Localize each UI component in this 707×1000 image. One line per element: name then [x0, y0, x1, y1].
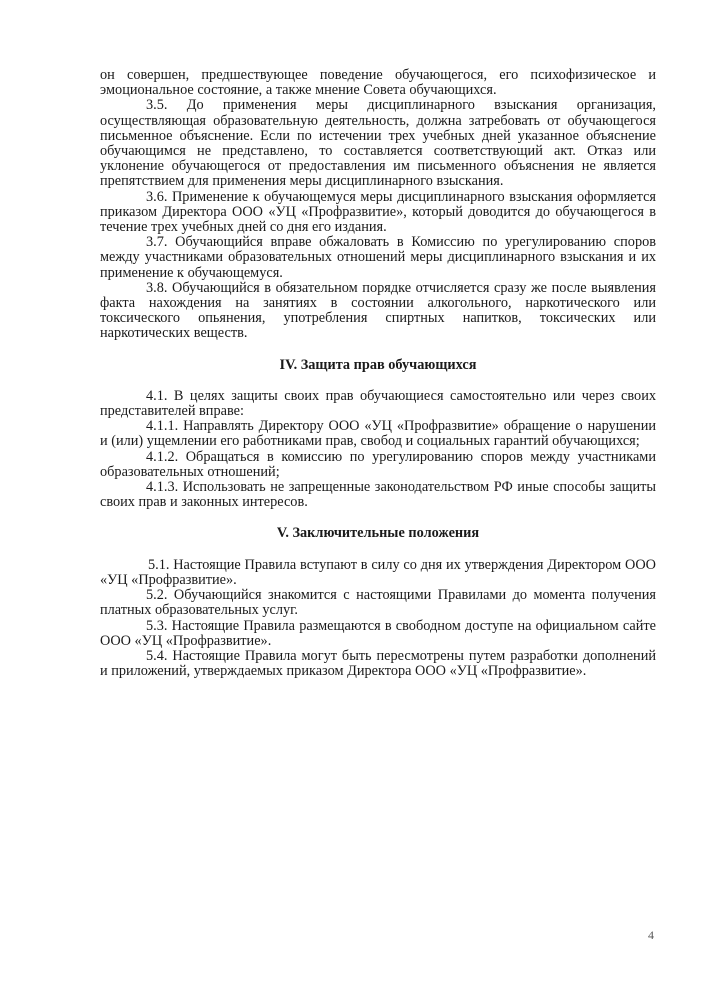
paragraph-4-1: 4.1. В целях защиты своих прав обучающиеся самостоятельно или через своих представителей вправе: — [100, 387, 656, 420]
paragraph-5-1: 5.1. Настоящие Правила вступают в силу со дня их утверждения Директором ООО «УЦ «Профразвитие». — [100, 556, 656, 588]
paragraph-5-2: 5.2. Обучающийся знакомится с настоящими Правилами до момента получения платных образовательных услуг. — [100, 587, 656, 619]
document-page — [100, 68, 656, 679]
paragraph-4-1-1: 4.1.1. Направлять Директору ООО «УЦ «Профразвитие» обращение о нарушении и (или) ущемлении его работниками прав, свобод и социальных гарантий обучающихся; — [100, 418, 656, 450]
paragraph-3-8: 3.8. Обучающийся в обязательном порядке отчисляется сразу же после выявления факта нахождения на занятиях в состоянии алкогольного, наркотического или токсического опьянения, употребления спиртных напитков, токсических или наркотических веществ. — [100, 279, 656, 342]
intro-paragraph: он совершен, предшествующее поведение обучающегося, его психофизическое и эмоциональное состояние, а также мнение Совета обучающихся. — [100, 67, 656, 99]
paragraph-3-5: 3.5. До применения меры дисциплинарного взыскания организация, осуществляющая образовательную деятельность, должна затребовать от обучающегося письменное объяснение. Если по истечении трех учебных дней указанное объяснение обучающимся не представлено, то составляется соответствующий акт. Отказ или уклонение обучающегося от предоставления им письменного объяснения не является препятствием для применения меры дисциплинарного взыскания. — [100, 97, 656, 190]
page-number: 4 — [648, 928, 654, 942]
spacer — [100, 510, 656, 526]
spacer — [100, 373, 656, 389]
spacer — [100, 542, 656, 558]
paragraph-4-1-3: 4.1.3. Использовать не запрещенные законодательством РФ иные способы защиты своих прав и законных интересов. — [100, 479, 656, 511]
paragraph-5-3: 5.3. Настоящие Правила размещаются в свободном доступе на официальном сайте ООО «УЦ «Профразвитие». — [100, 617, 656, 649]
paragraph-3-7: 3.7. Обучающийся вправе обжаловать в Комиссию по урегулированию споров между участниками образовательных отношений меры дисциплинарного взыскания и их применение к обучающемуся. — [100, 234, 656, 281]
section-4-heading: IV. Защита прав обучающихся — [279, 356, 477, 373]
paragraph-3-6: 3.6. Применение к обучающемуся меры дисциплинарного взыскания оформляется приказом Директора ООО «УЦ «Профразвитие», который доводится до обучающегося в течение трех учебных дней со дня его издания. — [100, 188, 656, 236]
section-5-heading: V. Заключительные положения — [276, 525, 480, 542]
spacer — [100, 342, 656, 358]
paragraph-4-1-2: 4.1.2. Обращаться в комиссию по урегулированию споров между участниками образовательных отношений; — [100, 448, 656, 480]
paragraph-5-4: 5.4. Настоящие Правила могут быть пересмотрены путем разработки дополнений и приложений, утверждаемых приказом Директора ООО «УЦ «Профразвитие». — [100, 647, 656, 680]
